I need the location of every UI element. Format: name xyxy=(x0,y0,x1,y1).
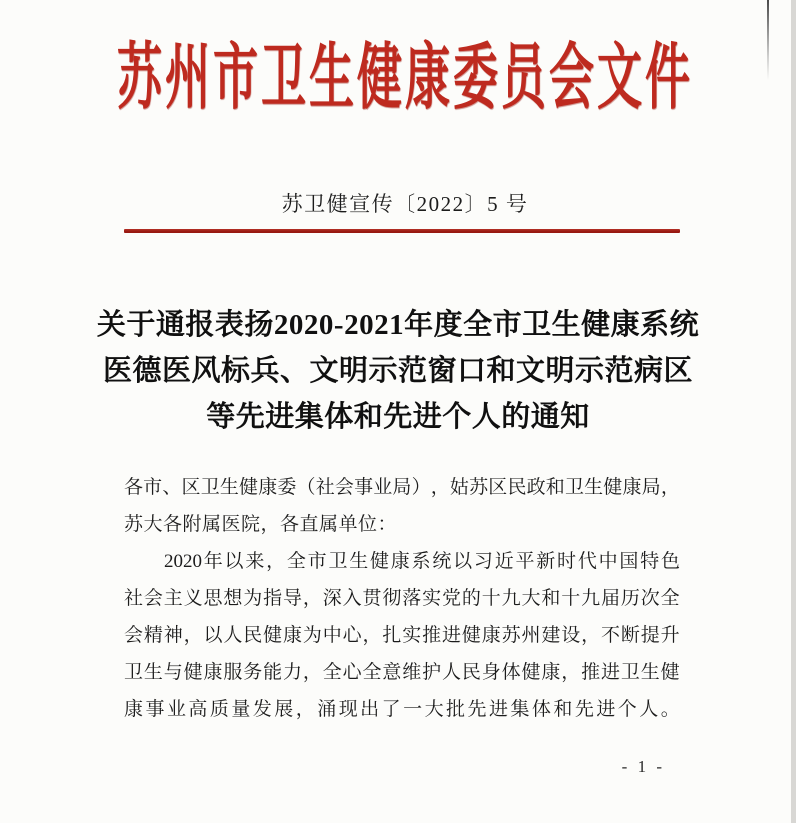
paragraph-line-4: 卫 生 与 健 康 服 务 能 力 ， 全 心 全 意 维 护 人 民 身 体 健 康 ， 推 进 卫 生 健 xyxy=(124,662,680,683)
agency-header-text: 苏州市卫生健康委员会文件 xyxy=(116,37,693,118)
addressee-line-1: 各 市 、 区 卫 生 健 康 委 （ 社 会 事 业 局 ） ， 姑 苏 区 民 政 和 卫 生 健 康 局 ， xyxy=(124,477,680,498)
paragraph-line-1: 2020 年 以 来 ， 全 市 卫 生 健 康 系 统 以 习 近 平 新 时 代 中 国 特 色 xyxy=(164,551,680,572)
addressee-line-2: 苏大各附属医院，各直属单位： xyxy=(124,514,398,535)
title-line-2: 医德医风标兵、文明示范窗口和文明示范病区 xyxy=(102,355,693,387)
paragraph-line-3: 会 精 神 ， 以 人 民 健 康 为 中 心 ， 扎 实 推 进 健 康 苏 州 建 设 ， 不 断 提 升 xyxy=(124,625,680,646)
page-number: - 1 - xyxy=(621,757,665,776)
agency-header xyxy=(0,30,796,126)
scan-artifact-line xyxy=(767,0,769,80)
title-line-1: 关于通报表扬2020-2021年度全市卫生健康系统 xyxy=(96,309,700,341)
title-line-3: 等先进集体和先进个人的通知 xyxy=(206,401,590,433)
document-title xyxy=(58,302,738,440)
scan-edge-strip xyxy=(791,0,796,823)
paragraph-line-5: 康 事 业 高 质 量 发 展 ， 涌 现 出 了 一 大 批 先 进 集 体 和 先 进 个 人 。 xyxy=(124,699,680,720)
paragraph-line-2: 社 会 主 义 思 想 为 指 导 ， 深 入 贯 彻 落 实 党 的 十 九 大 和 十 九 届 历 次 全 xyxy=(124,588,680,609)
document-body xyxy=(124,469,680,728)
red-divider-rule xyxy=(124,229,680,233)
document-number: 苏卫健宣传〔2022〕5 号 xyxy=(281,192,529,216)
